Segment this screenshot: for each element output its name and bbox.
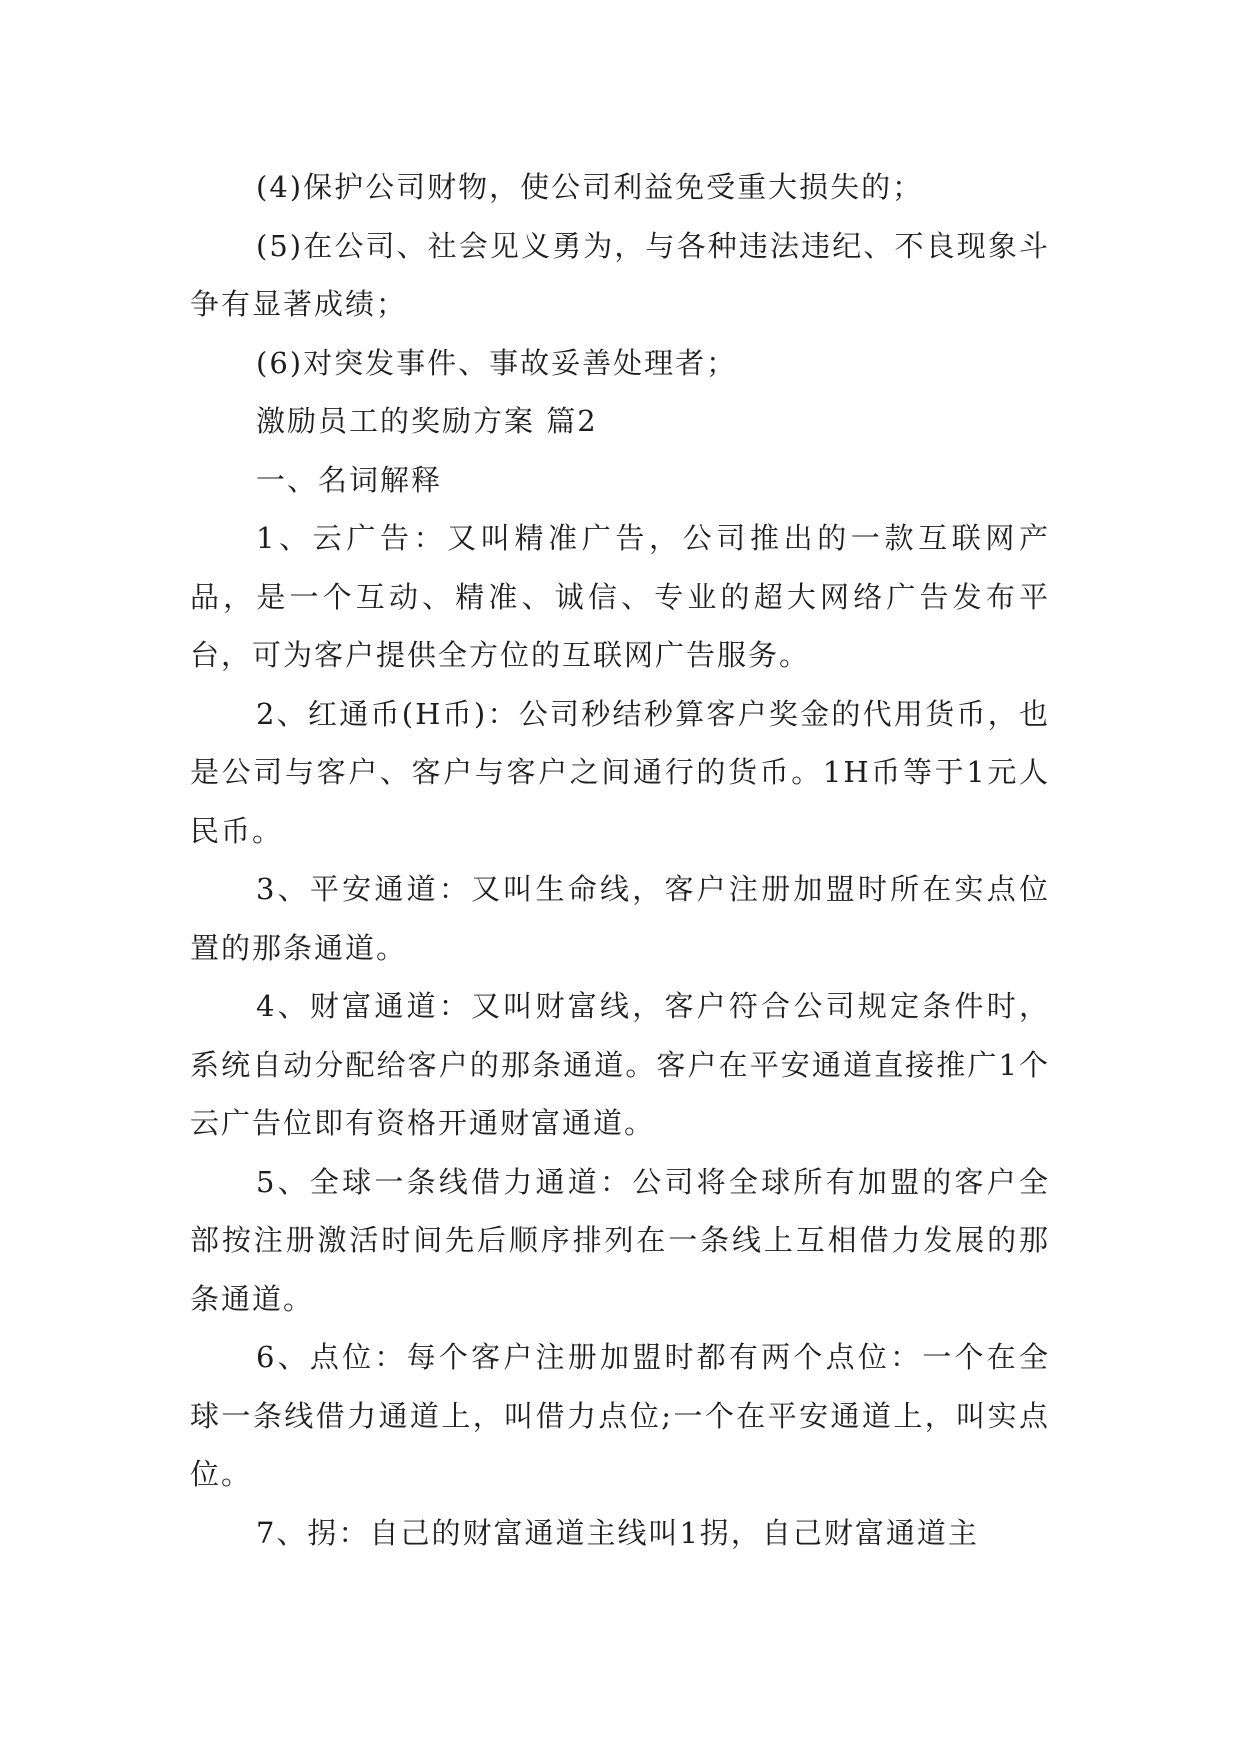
document-body	[190, 158, 1050, 1562]
paragraph-item-6: (6)对突发事件、事故妥善处理者；	[256, 345, 738, 380]
definition-turn: 7、拐：自己的财富通道主线叫1拐，自己财富通道主	[256, 1515, 979, 1550]
definition-wealth-channel: 4、财富通道：又叫财富线，客户符合公司规定条件时，系统自动分配给客户的那条通道。客户在平安通道直接推广1个云广告位即有资格开通财富通道。	[190, 989, 1050, 1140]
definition-global-line-channel: 5、全球一条线借力通道：公司将全球所有加盟的客户全部按注册激活时间先后顺序排列在一条线上互相借力发展的那条通道。	[190, 1164, 1050, 1316]
subsection-heading: 一、名词解释	[256, 462, 443, 497]
paragraph-item-4: (4)保护公司财物，使公司利益免受重大损失的；	[256, 170, 924, 204]
definition-cloud-ad: 1、云广告：又叫精准广告，公司推出的一款互联网产品，是一个互动、精准、诚信、专业的超大网络广告发布平台，可为客户提供全方位的互联网广告服务。	[190, 521, 1050, 672]
paragraph-item-5: (5)在公司、社会见义勇为，与各种违法违纪、不良现象斗争有显著成绩；	[190, 228, 1050, 321]
definition-h-coin: 2、红通币(H币)：公司秒结秒算客户奖金的代用货币，也是公司与客户、客户与客户之间通行的货币。1H币等于1元人民币。	[190, 696, 1050, 848]
definition-safe-channel: 3、平安通道：又叫生命线，客户注册加盟时所在实点位置的那条通道。	[190, 872, 1050, 965]
definition-point: 6、点位：每个客户注册加盟时都有两个点位：一个在全球一条线借力通道上，叫借力点位;一个在平安通道上，叫实点位。	[190, 1340, 1050, 1491]
section-heading: 激励员工的奖励方案 篇2	[256, 404, 598, 438]
